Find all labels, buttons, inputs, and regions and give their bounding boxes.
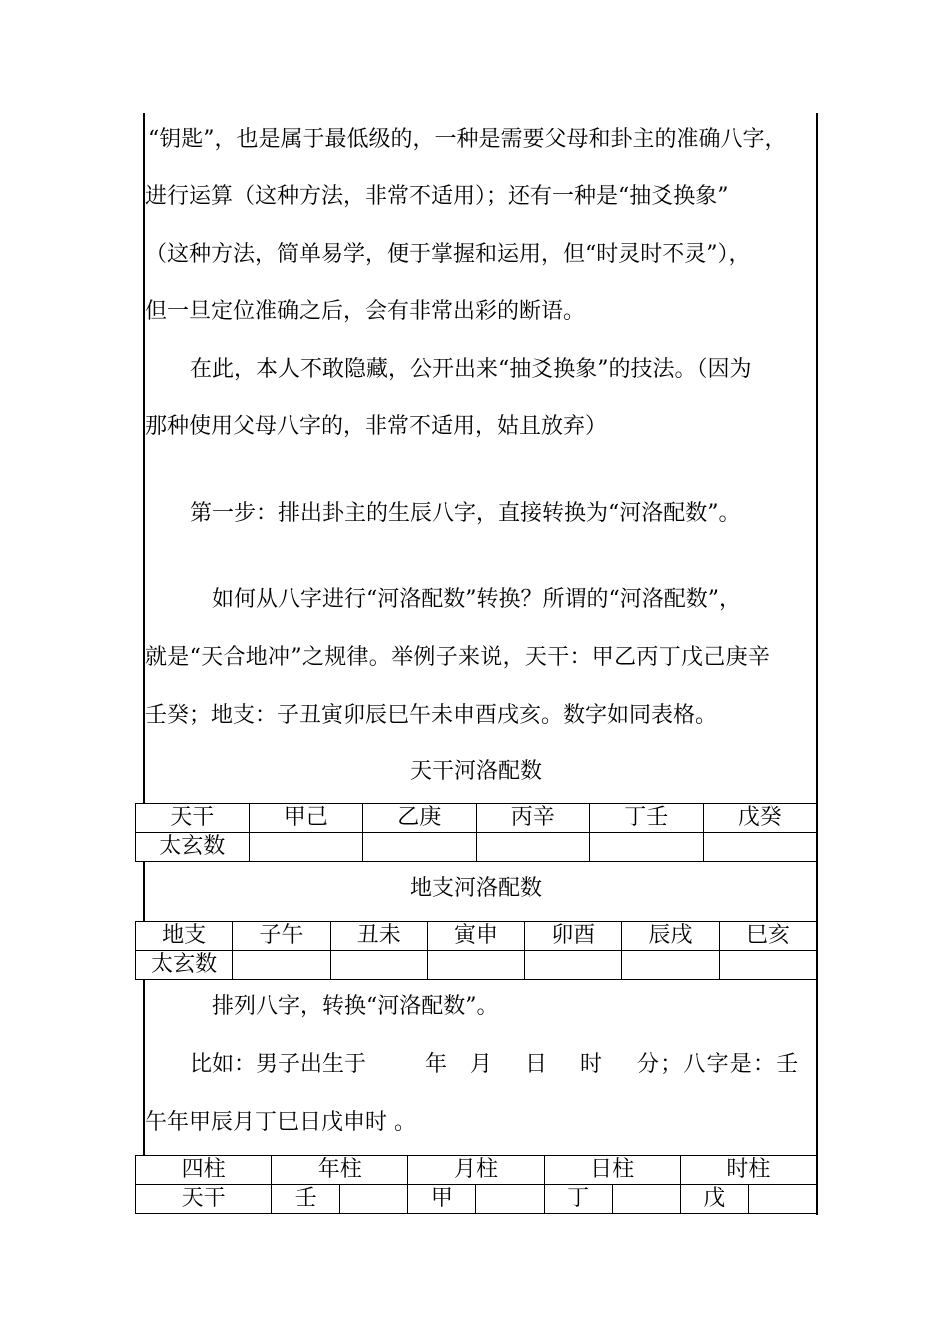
paragraph-line: （这种方法，简单易学，便于掌握和运用，但“时灵时不灵”）， [145,242,751,267]
table-cell-empty [525,951,622,980]
paragraph-line: 如何从八字进行“河洛配数”转换？所谓的“河洛配数”， [212,587,741,612]
paragraph-line: 进行运算（这种方法，非常不适用）；还有一种是“抽爻换象” [145,184,729,209]
table-cell-empty [748,1185,816,1214]
table-header-cell: 地支 [136,922,233,951]
table-cell-stem: 戊 [680,1185,748,1214]
table-header-cell: 天干 [136,804,250,833]
example-day-unit: 日 [525,1052,548,1077]
example-hour-unit: 时 [580,1052,603,1077]
table-row [136,1185,817,1214]
table-cell-empty [622,951,719,980]
paragraph-line: 但一旦定位准确之后，会有非常出彩的断语。 [145,299,586,324]
step-one-line: 第一步：排出卦主的生辰八字，直接转换为“河洛配数”。 [190,501,741,526]
table-header-cell: 戊癸 [703,804,817,833]
table-header-cell: 四柱 [136,1156,272,1185]
table-header-cell: 丙辛 [476,804,590,833]
table-cell-empty [233,951,330,980]
dizhi-table [135,921,817,980]
table-header-row [136,804,817,833]
tiangan-table-caption: 天干河洛配数 [409,759,542,784]
table-header-cell: 乙庚 [363,804,477,833]
table-cell-stem: 甲 [408,1185,476,1214]
table-header-cell: 辰戌 [622,922,719,951]
dizhi-table-caption: 地支河洛配数 [409,876,542,901]
table-row [136,951,817,980]
table-header-cell: 月柱 [408,1156,544,1185]
bazi-table [135,1155,817,1214]
tiangan-table [135,803,817,862]
table-header-cell: 日柱 [544,1156,680,1185]
table-cell-empty [612,1185,680,1214]
table-header-cell: 时柱 [680,1156,816,1185]
table-cell-empty [703,833,817,862]
table-cell-stem: 丁 [544,1185,612,1214]
paragraph-line: 壬癸；地支：子丑寅卯辰巳午未申酉戌亥。数字如同表格。 [145,703,718,728]
table-row-label: 天干 [136,1185,272,1214]
table-header-cell: 年柱 [272,1156,408,1185]
table-cell-empty [719,951,816,980]
table-header-cell: 甲己 [249,804,363,833]
example-month-unit: 月 [470,1052,493,1077]
table-cell-empty [427,951,524,980]
table-cell-empty [330,951,427,980]
table-cell-empty [476,833,590,862]
paragraph-line: 在此，本人不敢隐藏，公开出来“抽爻换象”的技法。（因为 [190,357,752,382]
table-cell-stem: 壬 [272,1185,340,1214]
table-header-cell: 寅申 [427,922,524,951]
paragraph-line: “钥匙”，也是属于最低级的，一种是需要父母和卦主的准确八字， [148,127,787,152]
table-header-cell: 卯酉 [525,922,622,951]
example-prefix: 比如：男子出生于 [190,1052,367,1077]
table-row-label: 太玄数 [136,833,250,862]
example-year-unit: 年 [425,1052,448,1077]
table-row [136,833,817,862]
table-cell-empty [340,1185,408,1214]
table-header-cell: 丑未 [330,922,427,951]
table-header-row [136,1156,817,1185]
table-cell-empty [363,833,477,862]
paragraph-line: 那种使用父母八字的，非常不适用，姑且放弃） [145,414,608,439]
page-frame-right-border [816,113,818,1215]
example-continuation-line: 午年甲辰月丁巳日戊申时 。 [145,1110,416,1135]
table-cell-empty [249,833,363,862]
table-cell-empty [590,833,704,862]
table-header-row [136,922,817,951]
table-header-cell: 丁壬 [590,804,704,833]
table-header-cell: 巳亥 [719,922,816,951]
arrange-line: 排列八字，转换“河洛配数”。 [212,994,499,1019]
table-cell-empty [476,1185,544,1214]
table-header-cell: 子午 [233,922,330,951]
paragraph-line: 就是“天合地冲”之规律。举例子来说，天干：甲乙丙丁戊己庚辛 [145,645,771,670]
example-suffix: 分；八字是：壬 [637,1052,800,1077]
table-row-label: 太玄数 [136,951,233,980]
